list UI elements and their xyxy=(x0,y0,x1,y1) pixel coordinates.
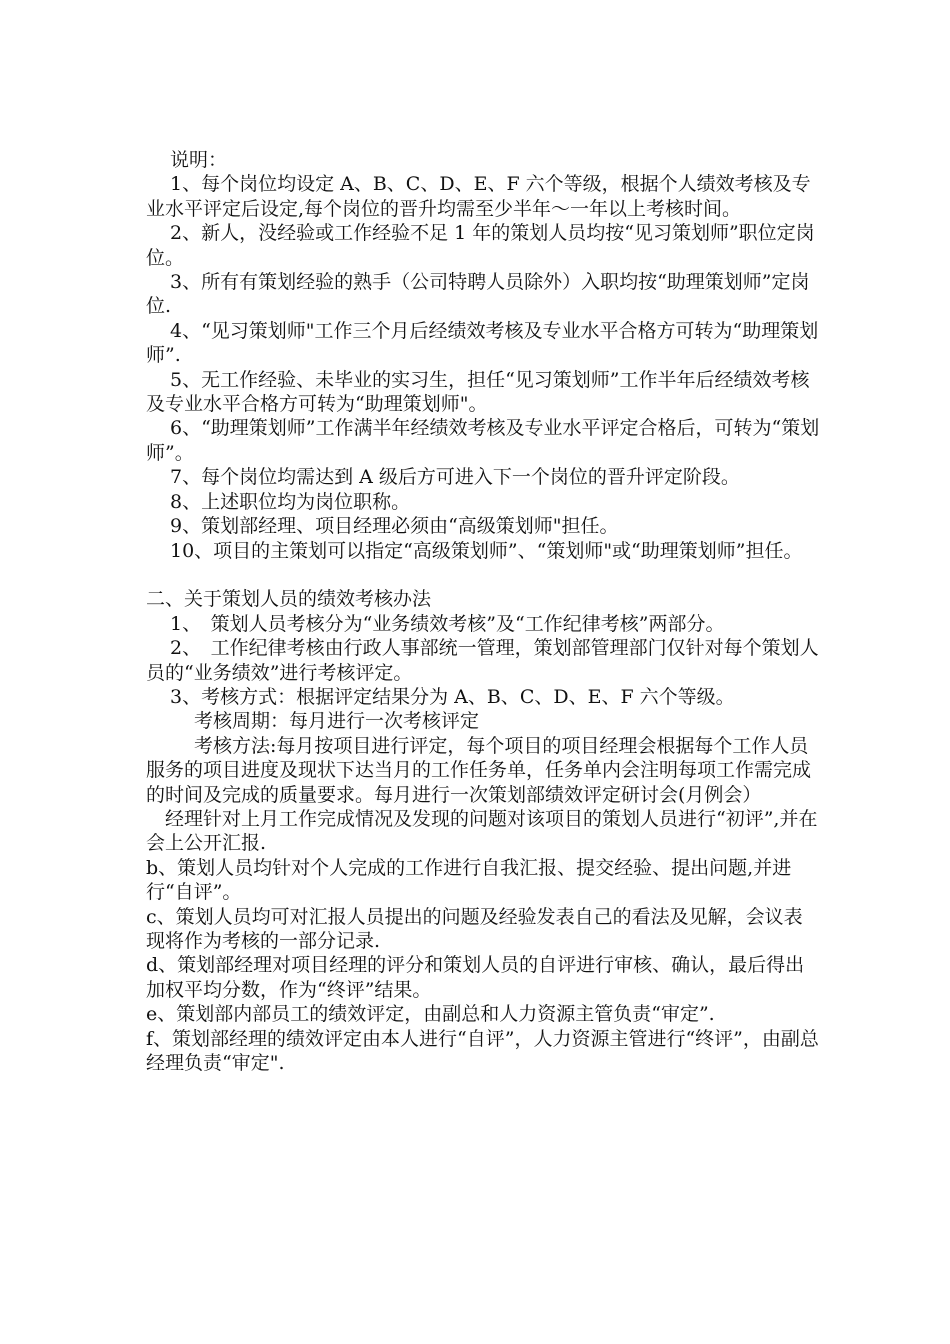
review-step: b、策划人员均针对个人完成的工作进行自我汇报、提交经验、提出问题,并进行“自评”。 xyxy=(146,856,792,904)
section-item: 3、考核方式：根据评定结果分为 A、B、C、D、E、F 六个等级。 xyxy=(170,685,735,708)
rule-item: 3、所有有策划经验的熟手（公司特聘人员除外）入职均按“助理策划师”定岗位. xyxy=(146,271,810,318)
rule-item: 10、项目的主策划可以指定“高级策划师”、“策划师"或“助理策划师”担任。 xyxy=(170,539,803,562)
paragraph-spacer xyxy=(146,563,820,587)
review-step: e、策划部内部员工的绩效评定，由副总和人力资源主管负责“审定”. xyxy=(146,1003,715,1026)
rule-item: 4、“见习策划师"工作三个月后经绩效考核及专业水平合格方可转为“助理策划师”. xyxy=(146,319,819,367)
manager-review: 经理针对上月工作完成情况及发现的问题对该项目的策划人员进行“初评”,并在会上公开汇报. xyxy=(146,807,818,855)
rule-item: 9、策划部经理、项目经理必须由“高级策划师"担任。 xyxy=(170,515,619,538)
document-body xyxy=(146,148,820,1075)
intro-label: 说明： xyxy=(170,149,228,171)
review-method: 考核方法:每月按项目进行评定，每个项目的项目经理会根据每个工作人员服务的项目进度及现状下达当月的工作任务单，任务单内会注明每项工作需完成的时间及完成的质量要求。每月进行一次策划部绩效评定研讨会(月例会） xyxy=(146,734,812,806)
review-step: c、策划人员均可对汇报人员提出的问题及经验发表自己的看法及见解，会议表现将作为考核的一部分记录. xyxy=(146,905,803,952)
review-step: d、策划部经理对项目经理的评分和策划人员的自评进行审核、确认，最后得出加权平均分数，作为“终评”结果。 xyxy=(146,954,805,1001)
rule-item: 1、每个岗位均设定 A、B、C、D、E、F 六个等级，根据个人绩效考核及专业水平评定后设定,每个岗位的晋升均需至少半年～一年以上考核时间。 xyxy=(146,173,811,220)
section-item: 1、 策划人员考核分为“业务绩效考核”及“工作纪律考核”两部分。 xyxy=(170,612,725,635)
review-step: f、策划部经理的绩效评定由本人进行“自评”，人力资源主管进行“终评”，由副总经理负责“审定". xyxy=(146,1027,819,1075)
review-cycle: 考核周期：每月进行一次考核评定 xyxy=(194,710,480,733)
section-item: 2、 工作纪律考核由行政人事部统一管理，策划部管理部门仅针对每个策划人员的“业务绩效”进行考核评定。 xyxy=(146,637,819,684)
rule-item: 6、“助理策划师”工作满半年经绩效考核及专业水平评定合格后，可转为“策划师”。 xyxy=(146,417,820,464)
rule-item: 5、无工作经验、未毕业的实习生，担任“见习策划师”工作半年后经绩效考核及专业水平合格方可转为“助理策划师"。 xyxy=(146,368,810,416)
rule-item: 8、上述职位均为岗位职称。 xyxy=(170,490,411,513)
rule-item: 2、新人，没经验或工作经验不足 1 年的策划人员均按“见习策划师”职位定岗位。 xyxy=(146,222,815,269)
section-heading: 二、关于策划人员的绩效考核办法 xyxy=(146,588,432,611)
rule-item: 7、每个岗位均需达到 A 级后方可进入下一个岗位的晋升评定阶段。 xyxy=(170,466,740,489)
